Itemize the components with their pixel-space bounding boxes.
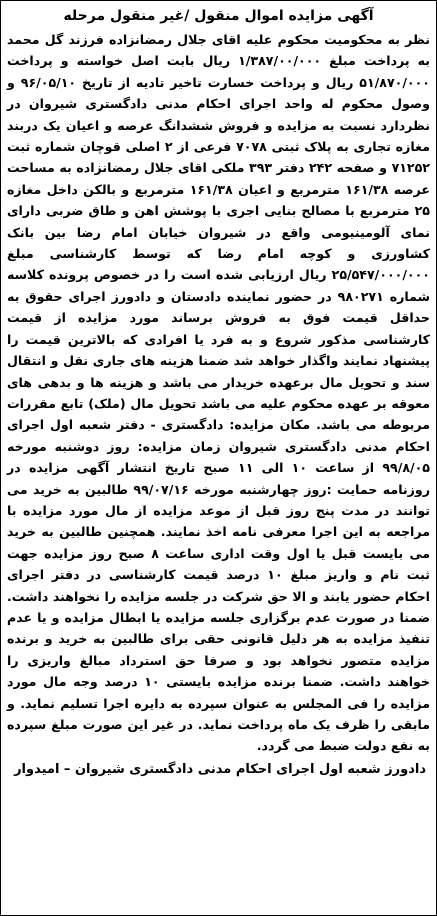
notice-body <box>1 29 436 757</box>
notice-body-text: نظر به محکومیت محکوم علیه اقای جلال رمضانزاده فرزند گل محمد به پرداخت مبلغ ۱/۳۸۷/۰۰/۰۰۰ ریال بابت اصل خواسته و پرداخت ۵۱/۸۷۰/۰۰۰ ریال و پرداخت خسارت تاخیر تادیه از تاریخ ۹۶/۰۵/۱۰ و وصول محکوم له واحد اجرای احکام مدنی دادگستری شیروان در نظردارد نسبت به مزایده و فروش ششدانگ عرصه و اعیان یک دربند مغازه تجاری به پلاک ثبتی ۷۰۷۸ فرعی از ۲ اصلی قوچان شماره ثبت ۷۱۲۵۲ و صفحه ۲۴۲ دفتر ۳۹۳ ملکی اقای جلال رمضانزاده به مساحت عرصه ۱۶۱/۳۸ مترمربع و اعیان ۱۶۱/۳۸ مترمربع و بالکن داخل مغازه ۲۵ مترمربع با مصالح بنایی اجری با پوشش اهن و طاق ضربی دارای نمای آلومینیومی واقع در شیروان خیابان امام رضا بین بانک کشاورزی و کوچه امام رضا که توسط کارشناسی مبلغ ۲۵/۵۴۷/۰۰۰/۰۰۰ ریال ارزیابی شده است را در خصوص پرونده کلاسه شماره ۹۸۰۲۷۱ در حضور نماینده دادستان و دادورز اجرای حقوق به حداقل قیمت فوق به فروش برساند مورد مزایده از قیمت کارشناسی مذکور شروع و به فرد یا افرادی که بالاترین قیمت را پیشنهاد نمایند واگذار خواهد شد ضمنا هزینه های جاری نقل و انتقال سند و تحویل مال برعهده خریدار می باشد و هزینه ها و بدهی های معوقه بر عهده محکوم علیه می باشد تحویل مال (ملک) تابع مقررات مربوطه می باشد. مکان مزایده: دادگستری - دفتر شعبه اول اجرای احکام مدنی دادگستری شیروان زمان مزایده: روز دوشنبه مورخه ۹۹/۸/۰۵ از ساعت ۱۰ الی ۱۱ صبح تاریخ انتشار آگهی مزایده در روزنامه حمایت :روز چهارشنبه مورخه ۹۹/۰۷/۱۶ طالبین به خرید می توانند در مدت پنج روز قبل از موعد مزایده از مال مورد مزایده با مراجعه به این اجرا معرفی نامه اخذ نمایند. همچنین طالبین به خرید می بایست قبل یا اول وقت اداری ساعت ۸ صبح روز مزایده جهت ثبت نام و واریز مبلغ ۱۰ درصد قیمت کارشناسی در دفتر اجرای احکام حضور یابند و الا حق شرکت در جلسه مزایده را نخواهند داشت. ضمنا در صورت عدم برگزاری جلسه مزایده یا ابطال مزایده و یا عدم تنفیذ مزایده به هر دلیل قانونی حقی برای طالبین به خرید و برنده مزایده متصور نخواهد بود و صرفا حق استرداد مبالغ واریزی را خواهند داشت. ضمنا برنده مزایده بایستی ۱۰ درصد وجه مال مورد مزایده را فی المجلس به عنوان سپرده به دایره اجرا تسلیم نماید. و مابقی را ظرف یک ماه پرداخت نماید. در غیر این صورت مبلغ سپرده به نفع دولت ضبط می گردد. <box>7 32 431 754</box>
notice-signature: دادورز شعبه اول اجرای احکام مدنی دادگستری شیروان – امیدوار <box>14 761 426 777</box>
notice-title: آگهی مزایده اموال منقول /غیر منقول مرحله <box>63 8 374 24</box>
